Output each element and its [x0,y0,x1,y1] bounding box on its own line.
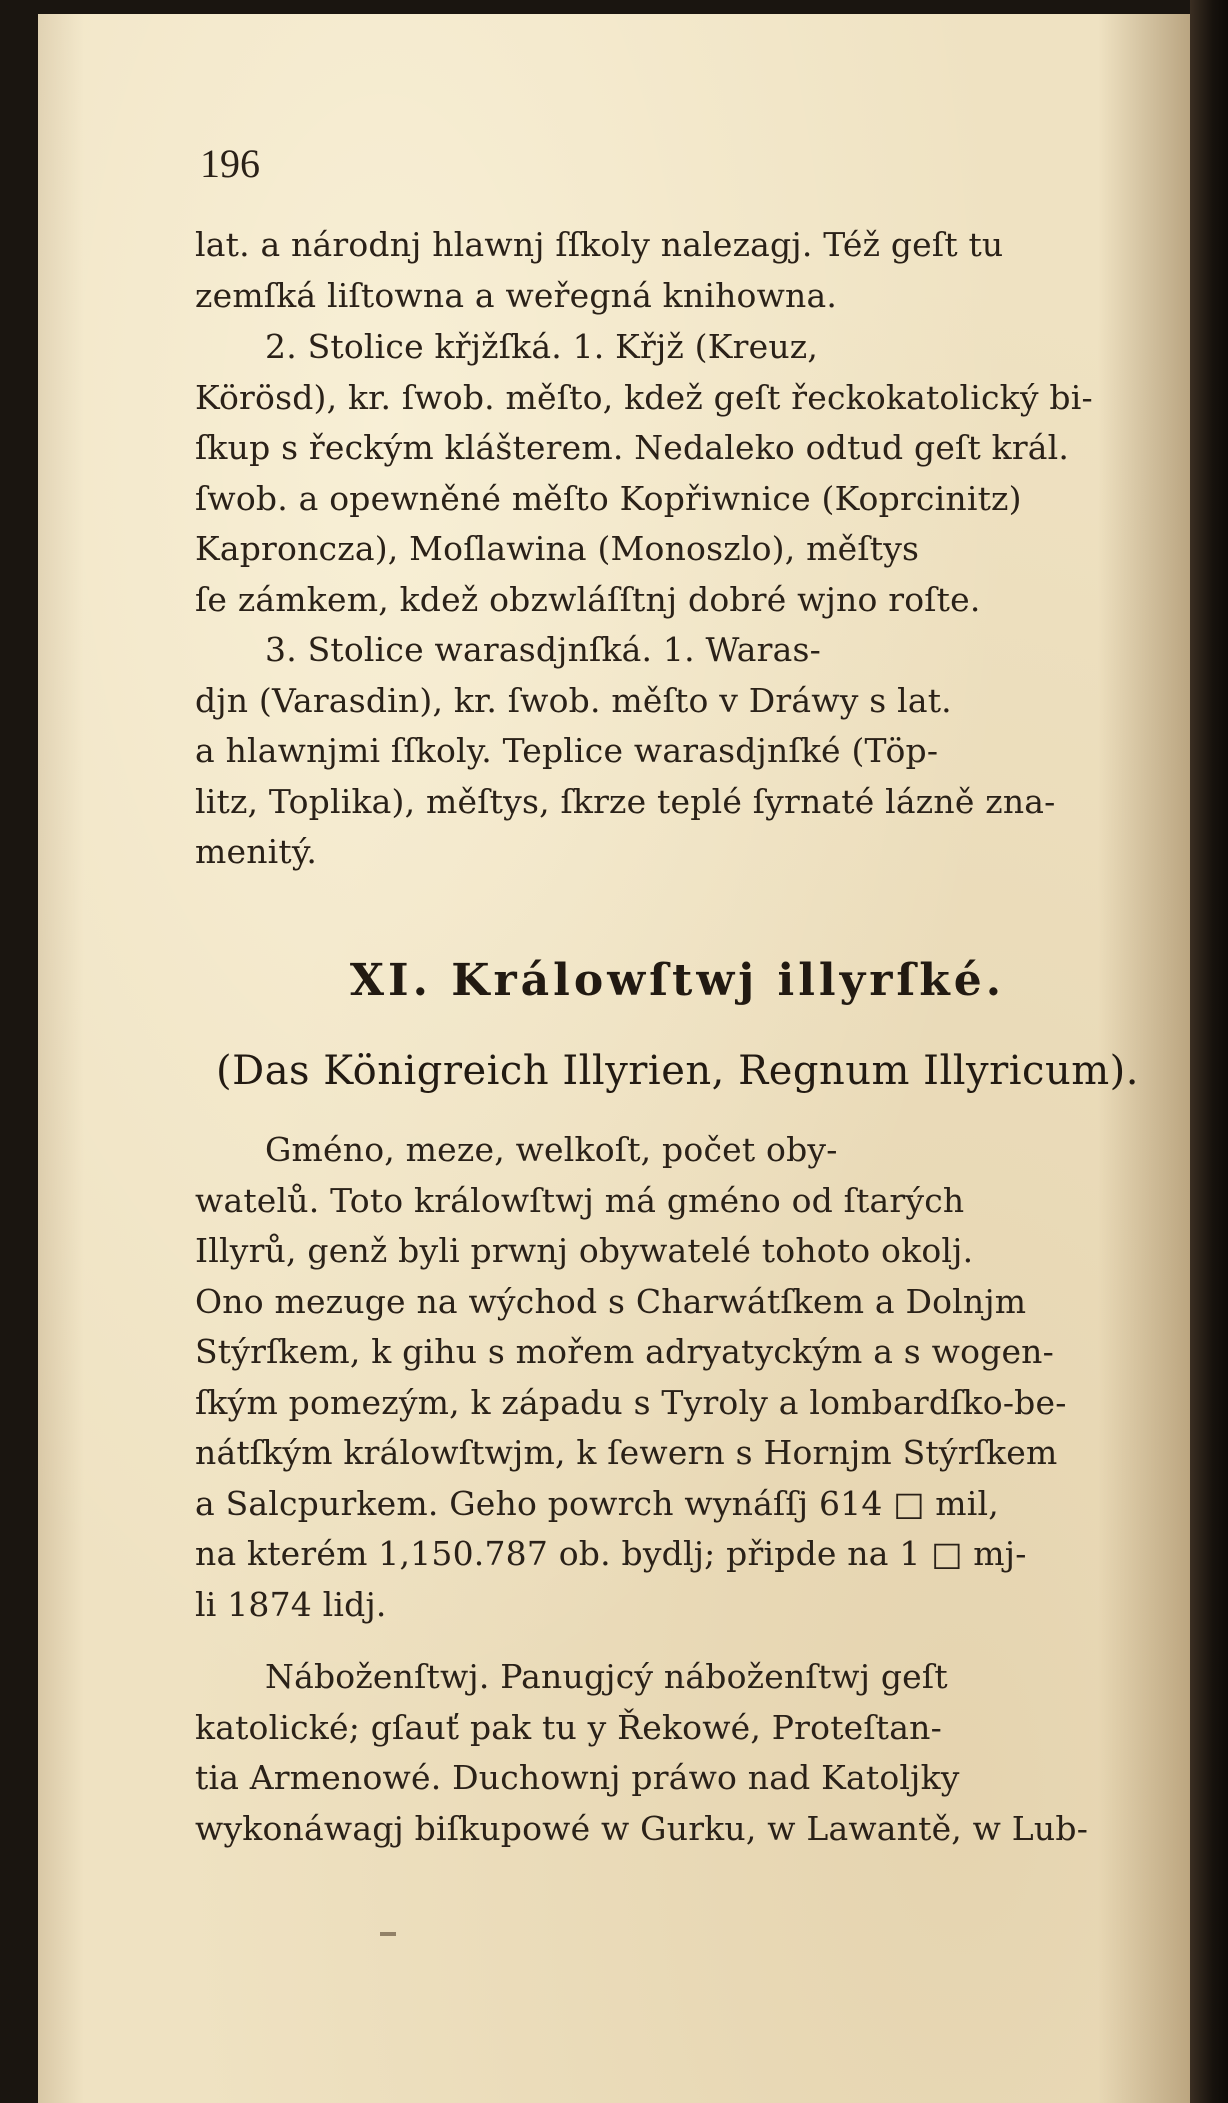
text-line: Ono mezuge na wýchod s Charwátſkem a Dolnjm [195,1281,1027,1321]
text-line: nátſkým králowſtwjm, k ſewern s Hornjm Stýrſkem [195,1433,1058,1472]
text-line: Körösd), kr. ſwob. měſto, kdež geſt řeckokatolický bi- [195,377,1093,417]
text-line: ſkým pomezým, k západu s Tyroly a lombardſko-be- [195,1382,1067,1422]
paragraph-krizevci-county [195,322,1160,625]
text-line: Illyrů, genž byli prwnj obywatelé tohoto okolj. [195,1231,974,1270]
ink-mark [380,1932,396,1936]
text-line: lat. a národnj hlawnj ſſkoly nalezagj. Též geſt tu [195,225,1004,264]
paragraph-religion [195,1652,1160,1854]
text-line: ſwob. a opewněné měſto Kopřiwnice (Koprcinitz) [195,478,1022,518]
paragraph-name-borders-size [195,1125,1160,1630]
text-line: Stýrſkem, k gihu s mořem adryatyckým a s wogen- [195,1332,1054,1371]
section-heading: XI. Králowſtwj illyrſké. [349,955,1006,1006]
text-line: tia Armenowé. Duchownj práwo nad Katolјky [195,1758,960,1797]
text-line: Náboženſtwj. Panugjcý náboženſtwj geſt [265,1657,948,1696]
text-line: litz, Toplika), měſtys, ſkrze teplé ſyrnaté lázně zna- [195,781,1056,821]
section-subheading: (Das Königreich Illyrien, Regnum Illyricum). [216,1048,1139,1094]
text-line: a Salcpurkem. Geho powrch wynáſſj 614 □ mil, [195,1483,999,1523]
text-line: menitý. [195,832,318,871]
text-line: a hlawnjmi ſſkoly. Teplice warasdjnſké (Töp- [195,731,939,770]
text-line: zemſká liſtowna a weřegná knihowna. [195,275,838,315]
text-line: na kterém 1,150.787 ob. bydlj; připde na 1 □ mj- [195,1534,1027,1573]
text-line: ſe zámkem, kdež obzwláſſtnj dobré wjno roſte. [195,579,981,619]
text-line: li 1874 lidj. [195,1584,387,1624]
text-line: 3. Stolice warasdjnſká. 1. Waras- [265,630,821,669]
text-line: Kaproncza), Moſlawina (Monoszlo), měſtys [195,529,920,568]
text-line: 2. Stolice křjžſká. 1. Křjž (Kreuz, [265,327,819,366]
text-line: katolické; gſauť pak tu y Řekowé, Proteſtan- [195,1707,942,1747]
page-number: 196 [200,141,260,186]
text-line: ſkup s řeckým klášterem. Nedaleko odtud geſt král. [195,428,1070,467]
paragraph-varazdin-county [195,625,1160,878]
text-line: watelů. Toto králowſtwj má gméno od ſtarých [195,1180,965,1220]
page-edge-shadow [1190,0,1228,2103]
text-line: Gméno, meze, welkoſt, počet oby- [265,1130,838,1169]
text-line: djn (Varasdin), kr. ſwob. měſto v Dráwy s lat. [195,680,952,720]
text-line: wykonáwagj biſkupowé w Gurku, w Lawantě, w Lub- [195,1808,1089,1848]
paragraph-school-library [195,220,1160,321]
